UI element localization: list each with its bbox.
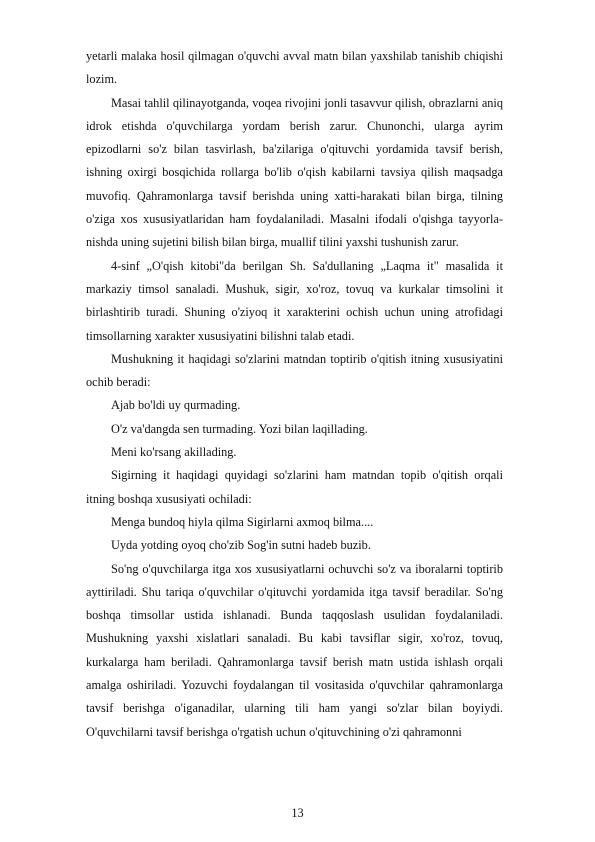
- verse-line: Ajab bo'ldi uy qurmading.: [111, 398, 241, 413]
- paragraph: Masai tahlil qilinayotganda, voqea rivojini jonli tasavvur qilish, obrazlarni aniq idrok etishda o'quvchilarga yordam berish zarur. Chunonchi, ularga ayrim epizodlarni so'z bilan tasvirlash, ba'zilariga o'qituvchi yordamida tavsif berish, ishning oxirgi bosqichida rollarga bo'lib o'qish kabilarni tavsiya qilish maqsadga muvofiq. Qahramonlarga tavsif berishda uning xatti-harakati bilan birga, tilning o'ziga xos xususiyatlaridan ham foydalaniladi. Masalni ifodali o'qishga tayyorla-nishda uning sujetini bilish bilan birga, muallif tilini yaxshi tushunish zarur.: [86, 95, 503, 250]
- paragraph: So'ng o'quvchilarga itga xos xususiyatlarni ochuvchi so'z va iboralarni toptirib ayttiriladi. Shu tariqa o'quvchilar o'qituvchi yordamida itga tavsif beradilar. So'ng boshqa timsollar ustida ishlanadi. Bunda taqqoslash usulidan foydalaniladi. Mushukning yaxshi xislatlari sanaladi. Bu kabi tavsiflar sigir, xo'roz, tovuq, kurkalarga ham beriladi. Qahramonlarga tavsif berish matn ustida ishlash orqali amalga oshiriladi. Yozuvchi foydalangan til vositasida o'quvchilar qahramonlarga tavsif berishga o'iganadilar, ularning tili ham yangi so'zlar bilan boyiydi. O'quvchilarni tavsif berishga o'rgatish uchun o'qituvchining o'zi qahramonni: [86, 561, 503, 739]
- paragraph: 4-sinf „O'qish kitobi"da berilgan Sh. Sa'dullaning „Laqma it" masalida it markaziy timsol sanaladi. Mushuk, sigir, xo'roz, tovuq va kurkalar timsolini it birlashtirib turadi. Shuning o'ziyoq it xarakterini ochish uchun uning atrofidagi timsollarning xarakter xususiyatini bilishni talab etadi.: [86, 258, 503, 343]
- paragraph: Mushukning it haqidagi so'zlarini matndan toptirib o'qitish itning xususiyatini ochib beradi:: [86, 351, 503, 390]
- paragraph: Sigirning it haqidagi quyidagi so'zlarini ham matndan topib o'qitish orqali itning boshqa xususiyati ochiladi:: [86, 468, 503, 506]
- page-number: 13: [291, 806, 304, 820]
- page-body: [86, 0, 503, 842]
- paragraph: yetarli malaka hosil qilmagan o'quvchi avval matn bilan yaxshilab tanishib chiqishi lozim.: [86, 49, 503, 87]
- verse-line: Uyda yotding oyoq cho'zib Sog'in sutni hadeb buzib.: [111, 538, 371, 553]
- verse-line: Menga bundoq hiyla qilma Sigirlarni axmoq bilma....: [111, 514, 374, 529]
- verse-line: Meni ko'rsang akillading.: [111, 445, 237, 460]
- verse-line: O'z va'dangda sen turmading. Yozi bilan laqillading.: [111, 421, 368, 436]
